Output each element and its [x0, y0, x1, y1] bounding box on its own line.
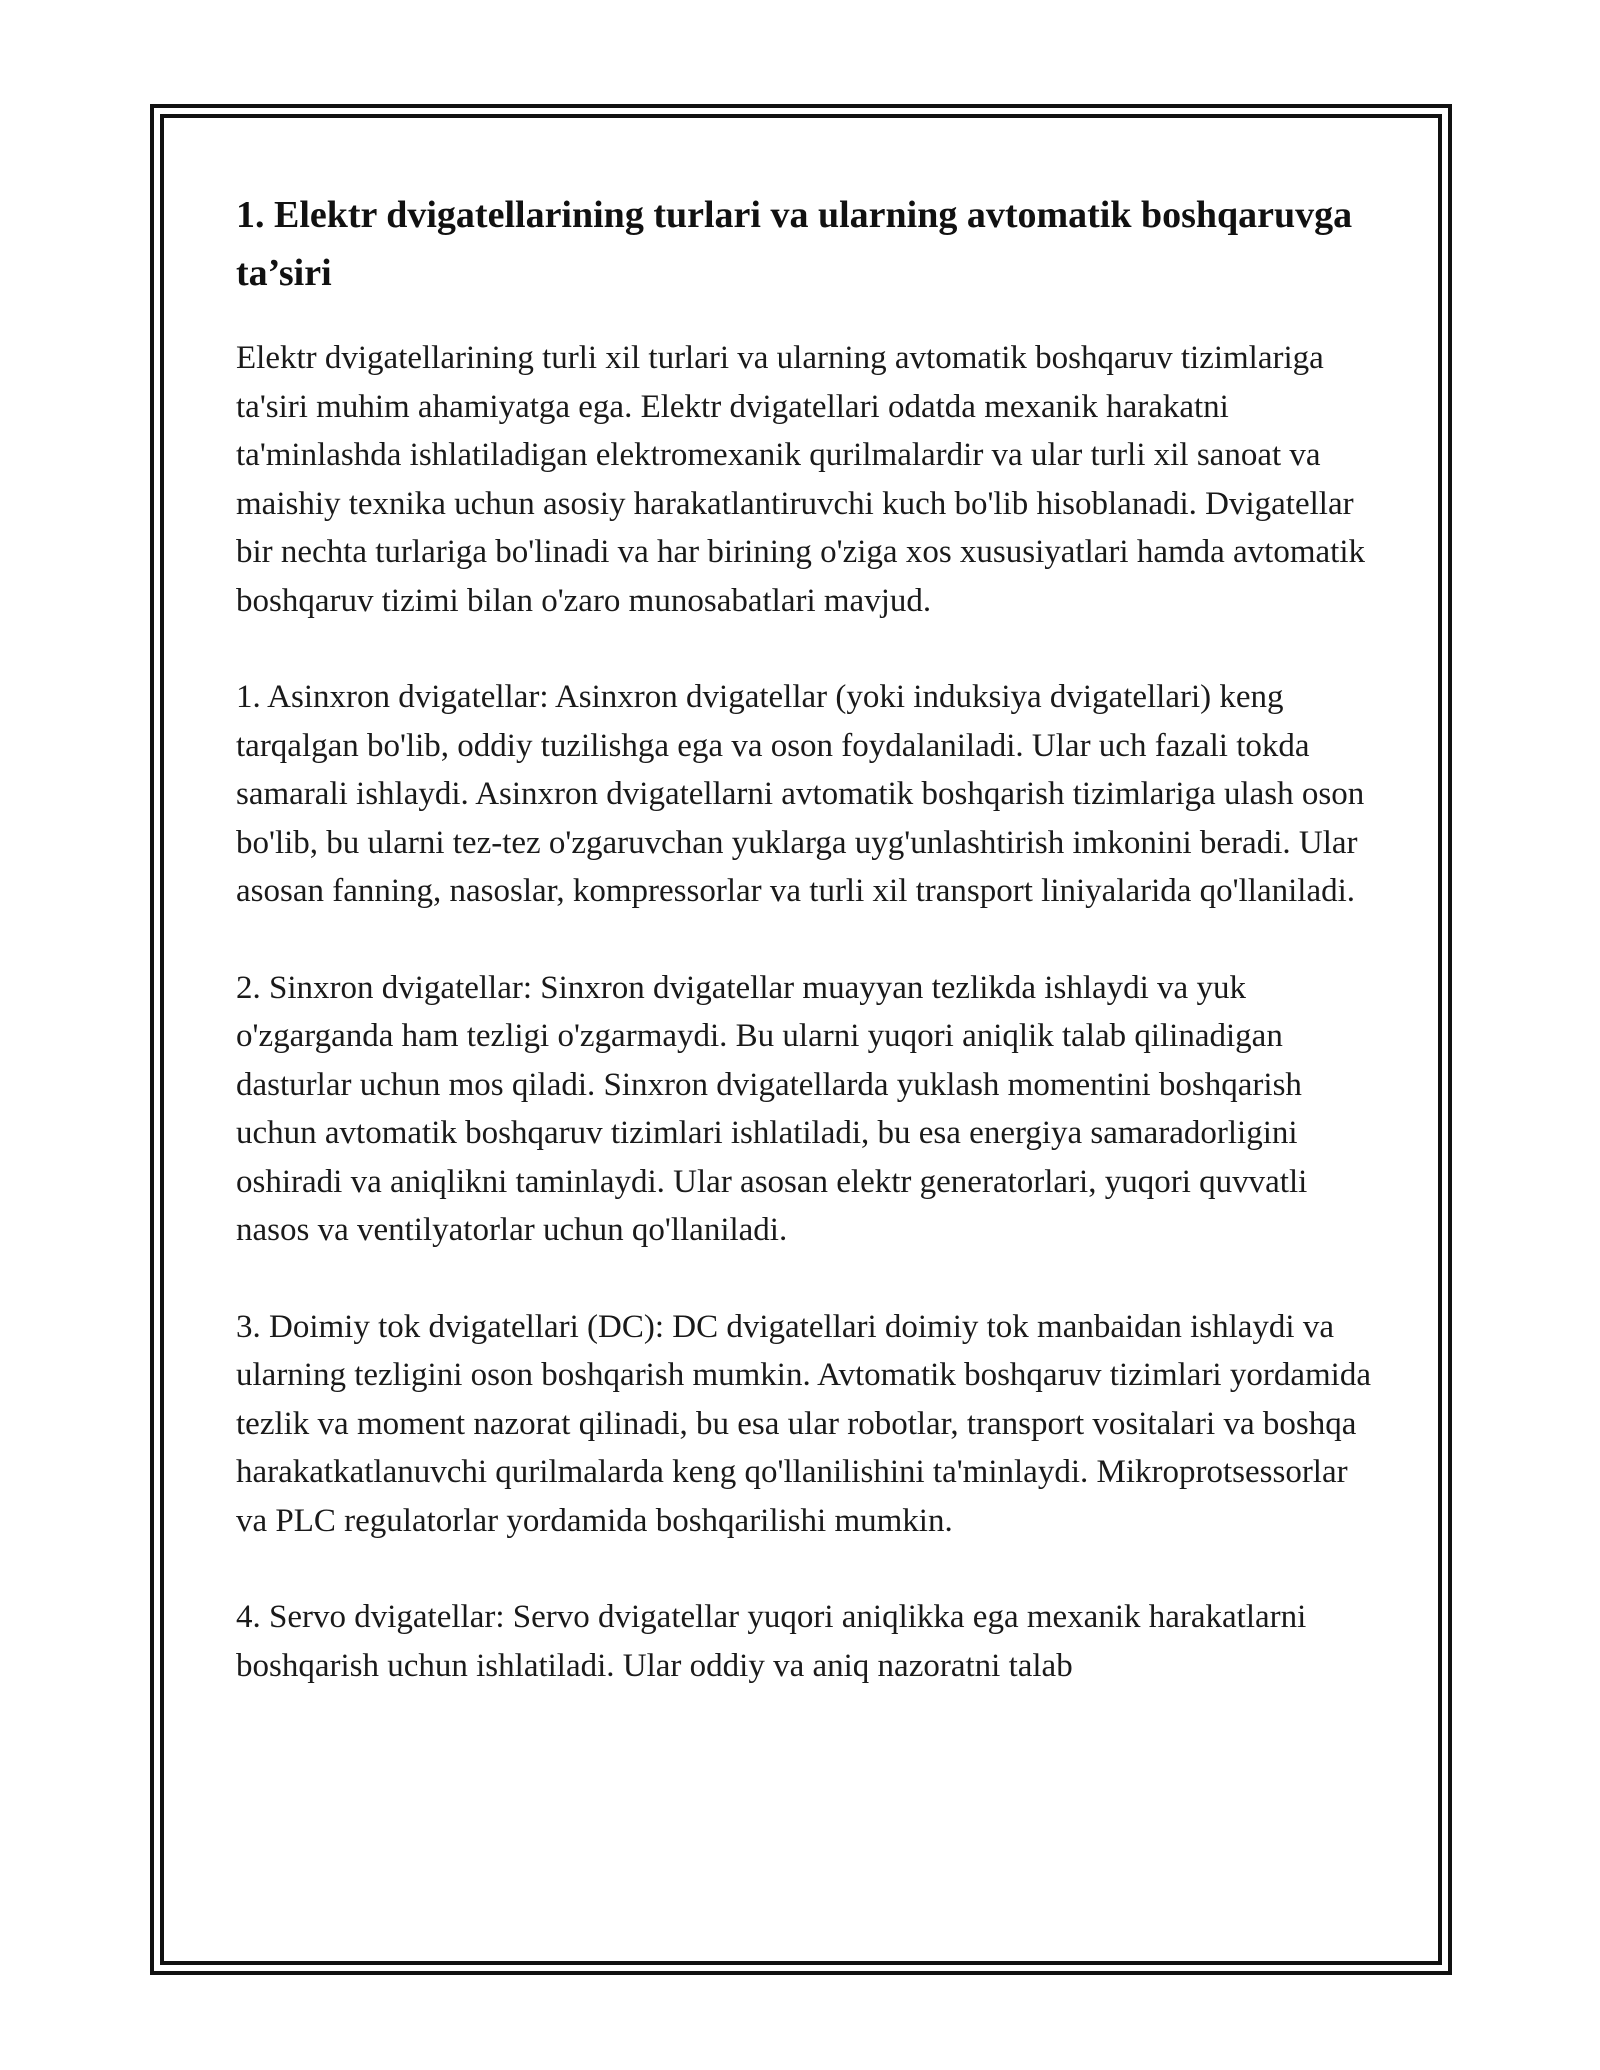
paragraph-synchronous-motors: 2. Sinxron dvigatellar: Sinxron dvigatellar muayyan tezlikda ishlaydi va yuk o'zgarganda ham tezligi o'zgarmaydi. Bu ularni yuqori aniqlik talab qilinadigan dasturlar uchun mos qiladi. Sinxron dvigatellarda yuklash momentini boshqarish uchun avtomatik boshqaruv tizimlari ishlatiladi, bu esa energiya samaradorligini oshiradi va aniqlikni taminlaydi. Ular asosan elektr generatorlari, yuqori quvvatli nasos va ventilyatorlar uchun qo'llaniladi. — [236, 969, 1308, 1248]
document-body — [236, 186, 1376, 1738]
paragraph-dc-motors: 3. Doimiy tok dvigatellari (DC): DC dvigatellari doimiy tok manbaidan ishlaydi va ularning tezligini oson boshqarish mumkin. Avtomatik boshqaruv tizimlari yordamida tezlik va moment nazorat qilinadi, bu esa ular robotlar, transport vositalari va boshqa harakatkatlanuvchi qurilmalarda keng qo'llanilishini ta'minlaydi. Mikroprotsessorlar va PLC regulatorlar yordamida boshqarilishi mumkin. — [236, 1308, 1371, 1539]
intro-paragraph: Elektr dvigatellarining turli xil turlari va ularning avtomatik boshqaruv tizimlariga ta'siri muhim ahamiyatga ega. Elektr dvigatellari odatda mexanik harakatni ta'minlashda ishlatiladigan elektromexanik qurilmalardir va ular turli xil sanoat va maishiy texnika uchun asosiy harakatlantiruvchi kuch bo'lib hisoblanadi. Dvigatellar bir nechta turlariga bo'linadi va har birining o'ziga xos xususiyatlari hamda avtomatik boshqaruv tizimi bilan o'zaro munosabatlari mavjud. — [236, 340, 1365, 619]
paragraph-servo-motors: 4. Servo dvigatellar: Servo dvigatellar yuqori aniqlikka ega mexanik harakatlarni boshqarish uchun ishlatiladi. Ular oddiy va aniq nazoratni talab — [236, 1599, 1307, 1684]
paragraph-asynchronous-motors: 1. Asinxron dvigatellar: Asinxron dvigatellar (yoki induksiya dvigatellari) keng tarqalgan bo'lib, oddiy tuzilishga ega va oson foydalaniladi. Ular uch fazali tokda samarali ishlaydi. Asinxron dvigatellarni avtomatik boshqarish tizimlariga ulash oson bo'lib, bu ularni tez-tez o'zgaruvchan yuklarga uyg'unlashtirish imkonini beradi. Ular asosan fanning, nasoslar, kompressorlar va turli xil transport liniyalarida qo'llaniladi. — [236, 679, 1365, 909]
section-heading: 1. Elektr dvigatellarining turlari va ularning avtomatik boshqaruvga ta’siri — [236, 194, 1353, 294]
